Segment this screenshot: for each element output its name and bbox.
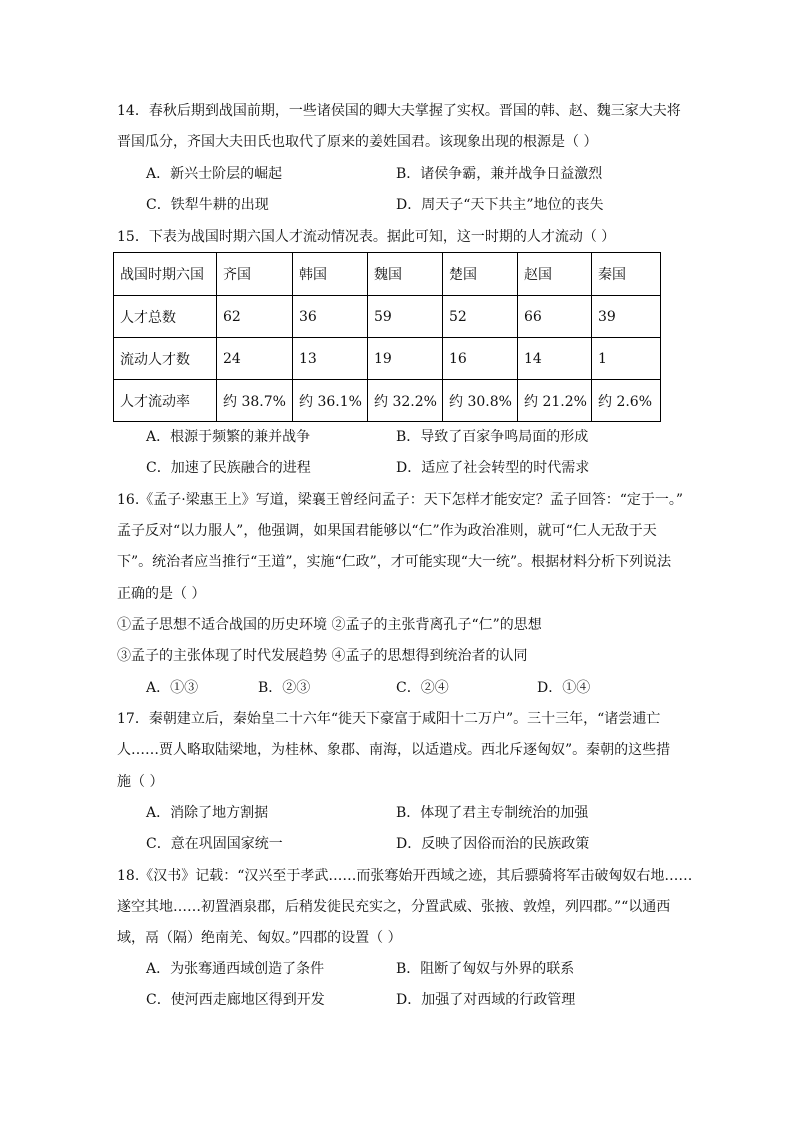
table-cell: 约 38.7% xyxy=(217,380,293,422)
table-cell: 19 xyxy=(368,338,443,380)
q15-stem: 15．下表为战国时期六国人才流动情况表。据此可知，这一时期的人才流动（ ） xyxy=(117,229,616,245)
q14-stem-line-2: 晋国瓜分，齐国大夫田氏也取代了原来的姜姓国君。该现象出现的根源是（ ） xyxy=(117,134,598,150)
q17-option-d[interactable]: D．反映了因俗而治的民族政策 xyxy=(396,836,590,852)
q18-stem-line-1: 18.《汉书》记载：“汉兴至于孝武……而张骞始开西域之迹，其后骠骑将军击破匈奴右地…… xyxy=(117,868,693,884)
table-cell: 人才总数 xyxy=(114,296,217,338)
table-row xyxy=(114,338,661,380)
q14-option-c[interactable]: C．铁犁牛耕的出现 xyxy=(146,197,269,213)
q16-stem-line-1: 16.《孟子·梁惠王上》写道，梁襄王曾经问孟子：天下怎样才能安定？孟子回答：“定于一。” xyxy=(117,492,684,508)
table-header-cell: 齐国 xyxy=(217,253,293,296)
q15-option-d[interactable]: D．适应了社会转型的时代需求 xyxy=(396,460,590,476)
q15-option-c[interactable]: C．加速了民族融合的进程 xyxy=(146,460,311,476)
q16-option-a[interactable]: A．①③ xyxy=(146,680,199,696)
q18-option-b[interactable]: B．阻断了匈奴与外界的联系 xyxy=(396,961,575,977)
table-header-row xyxy=(114,253,661,296)
q18-stem-line-2: 遂空其地……初置酒泉郡，后稍发徙民充实之，分置武威、张掖、敦煌，列四郡。”“以通西 xyxy=(117,899,671,915)
q16-stem-line-4: 正确的是（ ） xyxy=(117,586,206,602)
talent-flow-table xyxy=(113,252,661,422)
q18-stem-line-3: 域，鬲（隔）绝南羌、匈奴。”四郡的设置（ ） xyxy=(117,930,402,946)
table-cell: 约 2.6% xyxy=(592,380,661,422)
q17-option-a[interactable]: A．消除了地方割据 xyxy=(146,805,269,821)
table-row xyxy=(114,380,661,422)
q18-option-d[interactable]: D．加强了对西域的行政管理 xyxy=(396,992,576,1008)
table-cell: 约 21.2% xyxy=(518,380,592,422)
q16-option-c[interactable]: C．②④ xyxy=(396,680,449,696)
table-row xyxy=(114,296,661,338)
q14-stem-line-1: 14．春秋后期到战国前期，一些诸侯国的卿大夫掌握了实权。晋国的韩、赵、魏三家大夫将 xyxy=(117,103,681,119)
table-cell: 流动人才数 xyxy=(114,338,217,380)
table-header-cell: 魏国 xyxy=(368,253,443,296)
table-cell: 66 xyxy=(518,296,592,338)
table-cell: 16 xyxy=(443,338,518,380)
q17-option-b[interactable]: B．体现了君主专制统治的加强 xyxy=(396,805,589,821)
q16-option-b[interactable]: B．②③ xyxy=(258,680,311,696)
q17-stem-line-3: 施（ ） xyxy=(117,774,164,790)
q14-option-b[interactable]: B．诸侯争霸，兼并战争日益激烈 xyxy=(396,166,603,182)
table-cell: 39 xyxy=(592,296,661,338)
q17-option-c[interactable]: C．意在巩固国家统一 xyxy=(146,836,283,852)
q18-option-a[interactable]: A．为张骞通西域创造了条件 xyxy=(146,961,325,977)
table-cell: 约 36.1% xyxy=(293,380,368,422)
q17-stem-line-2: 人……贾人略取陆梁地，为桂林、象郡、南海，以适遣戍。西北斥逐匈奴”。秦朝的这些措 xyxy=(117,742,671,758)
table-header-cell: 韩国 xyxy=(293,253,368,296)
q18-option-c[interactable]: C．使河西走廊地区得到开发 xyxy=(146,992,325,1008)
table-cell: 人才流动率 xyxy=(114,380,217,422)
table-cell: 59 xyxy=(368,296,443,338)
table-cell: 62 xyxy=(217,296,293,338)
table-cell: 14 xyxy=(518,338,592,380)
q16-stem-line-3: 下”。统治者应当推行“王道”，实施“仁政”，才可能实现“大一统”。根据材料分析下列说法 xyxy=(117,554,672,570)
table-header-cell: 秦国 xyxy=(592,253,661,296)
table-cell: 约 32.2% xyxy=(368,380,443,422)
table-cell: 1 xyxy=(592,338,661,380)
table-header-cell: 楚国 xyxy=(443,253,518,296)
q15-option-b[interactable]: B．导致了百家争鸣局面的形成 xyxy=(396,429,589,445)
table-cell: 24 xyxy=(217,338,293,380)
q14-option-d[interactable]: D．周天子“天下共主”地位的丧失 xyxy=(396,197,604,213)
q16-statements-line-2: ③孟子的主张体现了时代发展趋势 ④孟子的思想得到统治者的认同 xyxy=(117,648,528,664)
table-cell: 36 xyxy=(293,296,368,338)
q14-option-a[interactable]: A．新兴士阶层的崛起 xyxy=(146,166,283,182)
q16-statements-line-1: ①孟子思想不适合战国的历史环境 ②孟子的主张背离孔子“仁”的思想 xyxy=(117,617,542,633)
table-header-cell: 赵国 xyxy=(518,253,592,296)
q16-stem-line-2: 孟子反对“以力服人”，他强调，如果国君能够以“仁”作为政治准则，就可“仁人无敌于天 xyxy=(117,523,657,539)
table-cell: 约 30.8% xyxy=(443,380,518,422)
table-cell: 13 xyxy=(293,338,368,380)
table-cell: 52 xyxy=(443,296,518,338)
q15-option-a[interactable]: A．根源于频繁的兼并战争 xyxy=(146,429,311,445)
q16-option-d[interactable]: D．①④ xyxy=(537,680,591,696)
q17-stem-line-1: 17．秦朝建立后，秦始皇二十六年“徙天下豪富于咸阳十二万户”。三十三年，“诸尝逋亡 xyxy=(117,711,661,727)
table-header-cell: 战国时期六国 xyxy=(114,253,217,296)
